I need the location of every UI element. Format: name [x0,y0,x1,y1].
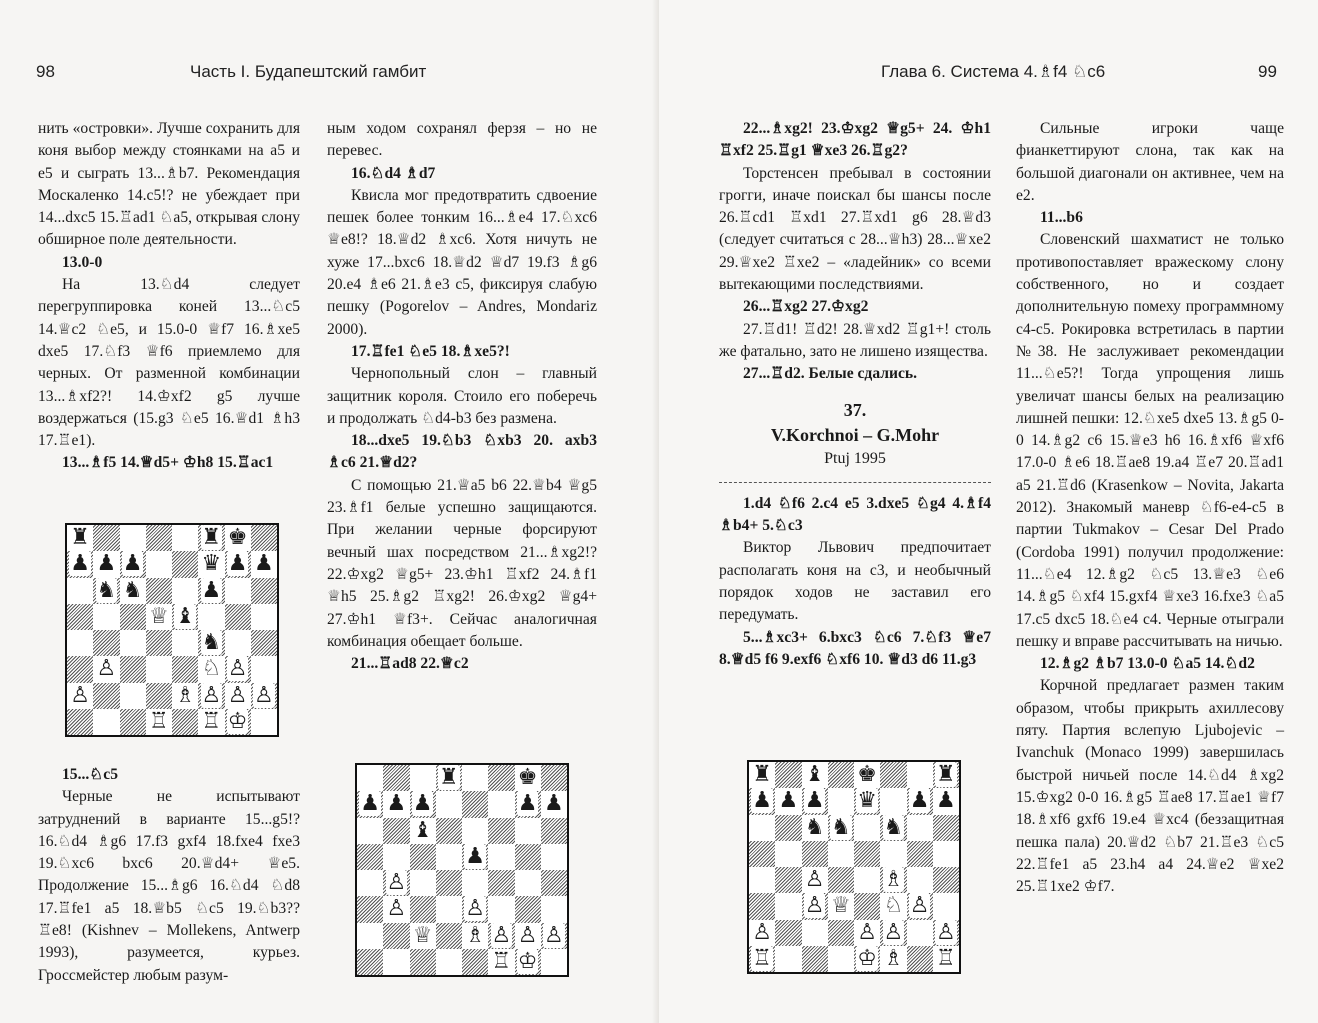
black-bishop-icon: ♝ [175,603,195,629]
board-square [462,765,488,791]
move-line: 13.0-0 [62,253,103,271]
black-king-icon: ♚ [227,525,248,550]
black-pawn-icon: ♟ [70,551,90,577]
white-bishop-icon: ♗ [883,867,904,892]
black-pawn-icon: ♟ [909,788,930,814]
black-pawn-icon: ♟ [254,551,274,577]
white-rook-icon: ♖ [936,945,956,971]
board-square [146,525,172,551]
black-knight-icon: ♞ [883,814,904,840]
move-line: 21...♖ad8 22.♕c2 [351,655,469,673]
board-square [541,896,567,922]
board-square [802,946,828,972]
paragraph: ным ходом сохранял ферзя – но не перевес. [327,120,597,160]
white-bishop-icon: ♗ [175,682,195,708]
board-square [410,765,436,791]
board-square [828,788,854,814]
board-square [67,604,93,630]
paragraph: Чернопольный слон – главный защитник короля. Стоило его поберечь и продолжать ♘d4-b3 без размена. [327,365,597,427]
board-square [93,683,119,709]
board-square [775,841,801,867]
white-bishop-icon: ♗ [883,945,904,971]
black-rook-icon: ♜ [752,762,772,787]
board-square [488,791,514,817]
board-square [828,867,854,893]
move-line: 17.♖fe1 ♘e5 18.♗xe5?! [351,342,510,360]
board-square [120,683,146,709]
board-square [802,920,828,946]
board-square [251,630,277,656]
move-line: 13...♗f5 14.♕d5+ ♔h8 15.♖ac1 [62,454,274,472]
black-queen-icon: ♛ [201,551,222,577]
board-square [383,765,409,791]
board-square [436,791,462,817]
white-pawn-icon: ♙ [804,893,825,919]
paragraph: Словенский шахматист не только противопоставляет вражескому слону собственного, но и создает дополнительную помеху программному с4-с5. Рокировка встретилась в партии №38. Не заслуживает рекомендации 11...♘e5?! Тогда упрощения лишь увеличат шансы белых на реализацию лишней пешки: 12.♘xe5 dxe5 13.♗g5 0-0 14.♗g2 c6 15.♕e3 h6 16.♗xf6 ♕xf6 17.0-0 ♗e6 18.♖ae8 19.a4 ♖e7 20.♖ad1 a5 21.♖d6 (Krasenkow – Novita, Jakarta 2012). Знакомый маневр ♘f6-e4-c5 в партии Tukmakov – Cesar Del Prado (Cordoba 1991) получил продолжение: 11...♘e4 12.♗g2 ♘c5 13.♕e3 ♘e6 14.♗g5 ♘xf4 15.gxf4 ♕xe3 16.fxe3 ♘a5 17.c5 dxc5 18.♘e4 c4. Черные отыграли пешку и вправе рассчитывать на ничью. [1016,231,1284,650]
white-pawn-icon: ♙ [70,682,90,708]
board-square [436,870,462,896]
black-pawn-icon: ♟ [752,788,772,814]
board-square [854,815,880,841]
running-header: Часть I. Будапештский гамбит [190,62,427,81]
board-square [462,949,488,975]
board-square [515,818,541,844]
white-pawn-icon: ♙ [96,656,117,682]
paragraph: нить «островки». Лучше сохранить для коня выбор между стоянками на а5 и е5 и сыграть 13...♗b7. Рекомендация Москаленко 14.с5!? не убеждает при 14...dxc5 15.♖ad1 ♘a5, открывая слону обширное поле деятельности. [38,120,300,249]
board-square [775,815,801,841]
white-pawn-icon: ♙ [544,922,564,948]
board-square [410,949,436,975]
board-square [541,949,567,975]
white-pawn-icon: ♙ [254,682,274,708]
board-square [749,815,775,841]
board-square [933,815,959,841]
paragraph: 27.♖d1! ♖d2! 28.♕xd2 ♖g1+! столь же фатально, зато не лишено изящества. [719,320,991,360]
board-square [410,896,436,922]
left-column-2 [327,118,597,675]
white-queen-icon: ♕ [149,603,169,629]
white-queen-icon: ♕ [831,893,851,919]
white-rook-icon: ♖ [201,708,222,734]
board-square [146,578,172,604]
board-square [933,893,959,919]
white-pawn-icon: ♙ [883,919,904,945]
board-square [907,867,933,893]
board-square [357,765,383,791]
board-square [436,923,462,949]
black-pawn-icon: ♟ [360,791,380,817]
black-king-icon: ♚ [857,762,877,787]
chess-diagram-1 [65,523,279,737]
board-square [198,604,224,630]
move-line: 15...♘c5 [62,766,118,783]
board-square [828,841,854,867]
white-pawn-icon: ♙ [936,919,956,945]
right-column-1 [719,118,991,671]
black-pawn-icon: ♟ [386,791,407,817]
board-square [828,946,854,972]
chess-diagram-2 [355,763,569,977]
move-line: 16.♘d4 ♗d7 [351,164,436,182]
right-column-2 [1016,118,1284,898]
running-header: Глава 6. Система 4.♗f4 ♘c6 [881,62,1106,81]
board-square [120,525,146,551]
board-square [462,870,488,896]
white-bishop-icon: ♗ [465,922,485,948]
board-square [488,844,514,870]
black-knight-icon: ♞ [96,577,117,603]
white-pawn-icon: ♙ [465,896,485,922]
board-square [488,818,514,844]
board-square [172,578,198,604]
board-square [172,551,198,577]
board-square [907,762,933,788]
black-pawn-icon: ♟ [465,843,485,869]
white-pawn-icon: ♙ [227,656,248,682]
board-square [775,920,801,946]
board-square [67,656,93,682]
board-square [410,870,436,896]
board-square [775,893,801,919]
board-square [383,949,409,975]
board-square [462,818,488,844]
black-pawn-icon: ♟ [936,788,956,814]
white-rook-icon: ♖ [149,708,169,734]
white-pawn-icon: ♙ [491,922,512,948]
board-square [541,765,567,791]
board-square [907,920,933,946]
board-square [436,896,462,922]
board-square [775,946,801,972]
board-square [357,896,383,922]
left-column-1 [38,118,300,475]
black-bishop-icon: ♝ [804,762,825,787]
board-square [383,844,409,870]
board-square [357,870,383,896]
move-line: 18...dxe5 19.♘b3 ♘xb3 20. axb3 ♗c6 21.♕d2? [327,432,597,472]
white-knight-icon: ♘ [201,656,222,682]
board-square [93,709,119,735]
white-knight-icon: ♘ [883,893,904,919]
black-knight-icon: ♞ [831,814,851,840]
white-rook-icon: ♖ [491,948,512,974]
move-line: 27...♖d2. Белые сдались. [743,365,918,383]
black-pawn-icon: ♟ [201,577,222,603]
board-square [251,709,277,735]
paragraph: Корчной предлагает размен таким образом, чтобы прикрыть ахиллесову пяту. Партия вслепую Ljubojevic – Ivanchuk (Monaco 1999) завершилась быстрой ничьей после 14.♘d4 ♗xg2 15.♔xg2 0-0 16.♗g5 ♖ae8 17.♖ae1 ♕f7 18.♗xf6 gxf6 19.e4 ♕xc4 (беззащитная пешка пала) 20.♕d2 ♘b7 21.♖e3 ♘c5 22.♖fe1 a5 23.h4 a4 24.♕e2 ♕xe2 25.♖1xe2 ♔f7. [1016,677,1284,896]
board-square [120,656,146,682]
board-square [251,656,277,682]
white-pawn-icon: ♙ [227,682,248,708]
board-square [541,818,567,844]
board-square [146,630,172,656]
board-square [462,791,488,817]
move-line: 26...♖xg2 27.♔xg2 [743,298,869,316]
board-square [907,841,933,867]
white-pawn-icon: ♙ [857,919,877,945]
paragraph: С помощью 21.♕a5 b6 22.♕b4 ♕g5 23.♗f1 белые успешно защищаются. При желании черные форсируют вечный шах посредством 21...♗xg2!? 22.♔xg2 ♕g5+ 23.♔h1 ♖xf2 24.♗f1 ♕h5 25.♗g2 ♖xg2! 26.♔xg2 ♕g4+ 27.♔h1 ♕f3+. Сейчас аналогичная комбинация обещает больше. [327,476,597,650]
black-pawn-icon: ♟ [804,788,825,814]
move-line: 1.d4 ♘f6 2.c4 e5 3.dxe5 ♘g4 4.♗f4 ♗b4+ 5.♘c3 [719,494,991,535]
white-pawn-icon: ♙ [386,896,407,922]
black-king-icon: ♚ [517,765,538,790]
black-knight-icon: ♞ [804,814,825,840]
board-square [880,788,906,814]
board-square [515,844,541,870]
game-players: V.Korchnoi – G.Mohr [770,424,940,445]
left-column-1-bottom [38,764,300,987]
paragraph: На 13.♘d4 следует перегруппировка коней 13...♘c5 14.♕c2 ♘e5, и 15.0-0 ♕f7 16.♗xe5 dxe5 17.♘f3 ♕f6 приемлемо для черных. От разменной комбинации 13...♗xf2?! 14.♔xf2 g5 лучше воздержаться (15.g3 ♘e5 16.♕d1 ♗h3 17.♖e1). [38,276,300,450]
board-square [515,870,541,896]
board-square [93,630,119,656]
page-number: 99 [1258,62,1277,81]
black-pawn-icon: ♟ [778,788,799,814]
black-rook-icon: ♜ [70,525,90,550]
board-square [357,949,383,975]
board-square [854,893,880,919]
board-square [907,815,933,841]
board-square [383,923,409,949]
black-rook-icon: ♜ [439,765,459,790]
chess-diagram-3 [747,760,961,974]
board-square [515,896,541,922]
board-square [436,818,462,844]
board-square [541,870,567,896]
board-square [488,896,514,922]
board-square [410,844,436,870]
white-king-icon: ♔ [227,708,248,734]
board-square [933,867,959,893]
board-square [775,867,801,893]
board-square [172,630,198,656]
white-king-icon: ♔ [857,945,877,971]
board-square [146,551,172,577]
paragraph: Квисла мог предотвратить сдвоение пешек более тонким 16...♗e4 17.♘xc6 ♕e8!? 18.♕d2 ♗xc6. Хотя ничуть не хуже 17...bxc6 18.♕d2 ♕d7 19.f3 ♗g6 20.e4 ♗e6 21.♗e3 c5, фиксируя слабую пешку (Pogorelov – Andres, Mondariz 2000). [327,186,597,338]
paragraph: Сильные игроки чаще фианкеттируют слона, так как на большой диагонали он активнее, чем на е2. [1016,120,1284,204]
black-knight-icon: ♞ [122,577,143,603]
black-pawn-icon: ♟ [544,791,564,817]
board-square [907,946,933,972]
page-number: 98 [36,62,55,81]
white-pawn-icon: ♙ [804,867,825,892]
board-square [436,949,462,975]
black-pawn-icon: ♟ [96,551,117,577]
black-queen-icon: ♛ [857,788,877,814]
black-pawn-icon: ♟ [122,551,143,577]
board-square [225,578,251,604]
board-square [436,844,462,870]
paragraph: Виктор Львович предпочитает располагать коня на с3, и необычный порядок ходов не заставил его передумать. [719,539,991,624]
white-king-icon: ♔ [517,948,538,974]
black-rook-icon: ♜ [201,525,222,550]
white-pawn-icon: ♙ [752,919,772,945]
board-square [172,656,198,682]
board-square [251,604,277,630]
board-square [120,630,146,656]
board-square [933,841,959,867]
game-number: 37. [843,399,867,420]
white-pawn-icon: ♙ [517,922,538,948]
board-square [67,578,93,604]
board-square [749,893,775,919]
board-square [225,630,251,656]
board-square [383,818,409,844]
board-square [120,709,146,735]
board-square [357,844,383,870]
black-bishop-icon: ♝ [412,817,433,843]
black-pawn-icon: ♟ [517,791,538,817]
board-square [357,923,383,949]
board-square [749,867,775,893]
board-square [828,762,854,788]
move-line: 22...♗xg2! 23.♔xg2 ♕g5+ 24. ♔h1 ♖xf2 25.♖g1 ♕xe3 26.♖g2? [719,120,991,160]
board-square [67,630,93,656]
board-square [357,818,383,844]
black-pawn-icon: ♟ [227,551,248,577]
white-pawn-icon: ♙ [909,893,930,919]
board-square [828,920,854,946]
board-square [488,765,514,791]
board-square [172,709,198,735]
board-square [880,841,906,867]
black-rook-icon: ♜ [936,762,956,787]
paragraph: Черные не испытывают затруднений в варианте 15...g5!? 16.♘d4 ♗g6 17.f3 gxf4 18.fxe4 fxe3 19.♘xc6 bxc6 20.♕d4+ ♕e5. Продолжение 15...♗g6 16.♘d4 ♘d8 17.♖fe1 a5 18.♕b5 ♘c5 19.♘b3?? ♖e8! (Kishnev – Mollekens, Antwerp 1993), разумеется, курьез. Гроссмейстер любым разум- [38,788,300,984]
board-square [775,762,801,788]
board-square [488,870,514,896]
board-square [251,525,277,551]
board-square [67,709,93,735]
game-event: Ptuj 1995 [824,449,886,467]
board-square [146,683,172,709]
board-square [802,841,828,867]
paragraph: Торстенсен пребывал в состоянии грогги, иначе поискал бы шансы после 26.♖cd1 ♖xd1 27.♖xd1 g6 28.♕d3 (следует считаться с 28...♕h3) 28...♕xe2 29.♕xe2 ♖xe2 – «ладейник» со всеми вытекающими последствиями. [719,164,991,294]
board-square [146,656,172,682]
board-square [93,604,119,630]
board-square [225,604,251,630]
white-queen-icon: ♕ [412,922,433,948]
separator [719,482,991,483]
board-square [541,844,567,870]
move-line: 12.♗g2 ♗b7 13.0-0 ♘a5 14.♘d2 [1040,655,1255,673]
board-square [93,525,119,551]
board-square [172,525,198,551]
white-rook-icon: ♖ [752,945,772,971]
right-page [659,0,1318,1023]
white-pawn-icon: ♙ [386,870,407,895]
board-square [749,841,775,867]
board-square [854,867,880,893]
board-square [854,841,880,867]
black-knight-icon: ♞ [201,630,222,655]
move-line: 5...♗xc3+ 6.bxc3 ♘c6 7.♘f3 ♕e7 8.♕d5 f6 9.exf6 ♘xf6 10. ♕d3 d6 11.g3 [719,628,991,668]
black-pawn-icon: ♟ [412,791,433,817]
move-line: 11...b6 [1040,209,1083,227]
board-square [880,762,906,788]
board-square [120,604,146,630]
white-pawn-icon: ♙ [201,682,222,708]
board-square [251,578,277,604]
